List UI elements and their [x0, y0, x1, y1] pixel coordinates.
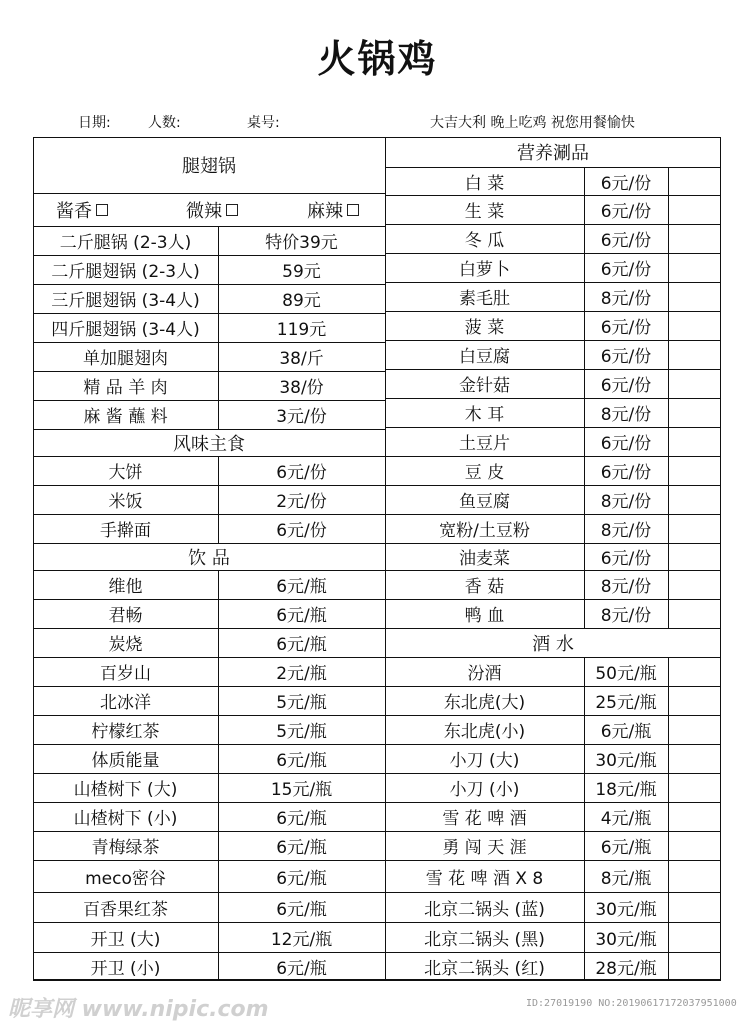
cell-divider [584, 860, 585, 892]
cell-divider [584, 514, 585, 543]
menu-item-name: 勇 闯 天 涯 [442, 838, 527, 858]
menu-item-name: 君畅 [108, 606, 143, 626]
cell-divider [218, 802, 219, 831]
menu-item-name: 二斤腿锅 (2-3人) [59, 233, 192, 253]
cell-divider [218, 255, 219, 284]
menu-item-price: 6元/份 [600, 376, 652, 396]
cell-divider [668, 253, 669, 282]
cell-divider [218, 922, 219, 952]
menu-item-name: 四斤腿翅锅 (3-4人) [51, 320, 200, 340]
menu-item-price: 30元/瓶 [595, 929, 657, 950]
menu-item-name: 雪 花 啤 酒 [442, 809, 527, 829]
menu-item-price: 6元/份 [600, 463, 652, 483]
menu-item-name: 鱼豆腐 [459, 492, 510, 512]
cell-divider [584, 599, 585, 628]
menu-item-name: 素毛肚 [459, 289, 510, 309]
cell-divider [584, 456, 585, 485]
cell-divider [584, 744, 585, 773]
cell-divider [218, 892, 219, 922]
cell-divider [218, 485, 219, 514]
cell-divider [668, 340, 669, 369]
cell-divider [668, 892, 669, 922]
cell-divider [584, 543, 585, 570]
menu-item-name: 汾酒 [467, 664, 502, 684]
menu-item-name: 小刀 (大) [449, 751, 520, 771]
cell-divider [584, 427, 585, 456]
cell-divider [584, 253, 585, 282]
menu-item-price: 6元/瓶 [276, 751, 327, 771]
menu-item-price: 6元/瓶 [276, 606, 327, 626]
menu-item-price: 8元/份 [600, 289, 652, 309]
menu-item-name: 大饼 [108, 463, 143, 483]
menu-item-name: 北京二锅头 (蓝) [424, 899, 545, 920]
menu-item-price: 6元/瓶 [276, 809, 327, 829]
menu-item-name: 开卫 (大) [90, 929, 161, 950]
cell-divider [218, 570, 219, 599]
cell-divider [668, 831, 669, 860]
menu-item-name: 三斤腿翅锅 (3-4人) [51, 291, 200, 311]
menu-item-price: 18元/瓶 [595, 780, 657, 800]
date-label: 日期: [78, 115, 111, 131]
menu-item-price: 50元/瓶 [595, 664, 657, 684]
menu-item-name: 豆 皮 [464, 463, 505, 483]
cell-divider [668, 543, 669, 570]
cell-divider [668, 195, 669, 224]
checkbox-icon [96, 204, 108, 216]
cell-divider [584, 282, 585, 311]
menu-item-name: 土豆片 [459, 434, 510, 454]
menu-item-price: 30元/瓶 [595, 899, 657, 920]
cell-divider [584, 686, 585, 715]
menu-item-name: 东北虎(小) [443, 722, 526, 742]
flavor-option [186, 193, 238, 226]
menu-item-name: 香 菇 [464, 577, 505, 597]
cell-divider [668, 398, 669, 427]
cell-divider [218, 514, 219, 543]
cell-divider [668, 570, 669, 599]
cell-divider [584, 922, 585, 952]
cell-divider [218, 284, 219, 313]
menu-item-name: 白 菜 [464, 173, 505, 194]
menu-item-name: 东北虎(大) [443, 693, 526, 713]
menu-item-price: 5元/瓶 [276, 722, 327, 742]
cell-divider [218, 456, 219, 485]
menu-item-price: 59元 [282, 262, 321, 282]
cell-divider [584, 311, 585, 340]
menu-item-price: 6元/瓶 [276, 868, 327, 889]
menu-item-name: 冬 瓜 [464, 231, 505, 251]
menu-item-name: 百香果红茶 [83, 899, 168, 920]
section-header-leg-wing-pot: 腿翅锅 [182, 156, 236, 177]
menu-item-price: 6元/份 [600, 202, 652, 222]
checkbox-icon [347, 204, 359, 216]
cell-divider [218, 371, 219, 400]
menu-item-price: 8元/份 [600, 405, 652, 425]
section-header-staples: 风味主食 [173, 433, 245, 455]
menu-item-name: 宽粉/土豆粉 [439, 521, 530, 541]
cell-divider [668, 715, 669, 744]
cell-divider [584, 892, 585, 922]
menu-item-price: 30元/瓶 [595, 751, 657, 771]
cell-divider [668, 860, 669, 892]
cell-divider [584, 802, 585, 831]
cell-divider [584, 831, 585, 860]
cell-divider [668, 224, 669, 253]
cell-divider [584, 773, 585, 802]
cell-divider [218, 773, 219, 802]
cell-divider [218, 342, 219, 371]
menu-item-name: 维他 [108, 577, 143, 597]
watermark: 昵享网 www.nipic.com [8, 997, 269, 1022]
menu-item-price: 6元/份 [276, 463, 327, 483]
info-bar [0, 112, 755, 132]
section-header-drinks: 饮 品 [188, 547, 230, 569]
menu-item-name: 小刀 (小) [449, 780, 520, 800]
menu-item-price: 6元/瓶 [276, 838, 327, 858]
cell-divider [584, 485, 585, 514]
menu-item-price: 6元/瓶 [276, 958, 327, 979]
menu-item-name: meco密谷 [85, 868, 166, 889]
cell-divider [668, 369, 669, 398]
cell-divider [584, 224, 585, 253]
section-header-alcohol: 酒 水 [532, 633, 574, 655]
menu-item-price: 8元/份 [600, 606, 652, 626]
cell-divider [668, 599, 669, 628]
menu-item-name: 油麦菜 [459, 549, 510, 569]
table-label: 桌号: [247, 115, 280, 131]
menu-item-name: 开卫 (小) [90, 958, 161, 979]
cell-divider [218, 744, 219, 773]
cell-divider [668, 311, 669, 340]
cell-divider [584, 570, 585, 599]
menu-item-name: 精 品 羊 肉 [83, 378, 168, 398]
cell-divider [584, 195, 585, 224]
cell-divider [584, 398, 585, 427]
menu-item-name: 白萝卜 [459, 260, 510, 280]
menu-item-price: 8元/份 [600, 577, 652, 597]
cell-divider [584, 657, 585, 686]
people-label: 人数: [148, 115, 181, 131]
menu-item-name: 百岁山 [100, 664, 151, 684]
cell-divider [218, 400, 219, 429]
menu-item-name: 雪 花 啤 酒 X 8 [425, 868, 544, 889]
cell-divider [668, 427, 669, 456]
menu-item-name: 体质能量 [91, 751, 160, 771]
flavor-label: 麻辣 [307, 200, 343, 222]
menu-item-price: 89元 [282, 291, 321, 311]
menu-item-price: 6元/份 [600, 260, 652, 280]
menu-title: 火锅鸡 [317, 37, 438, 81]
menu-item-name: 木 耳 [464, 405, 505, 425]
cell-divider [218, 715, 219, 744]
menu-item-name: 北京二锅头 (黑) [424, 929, 545, 950]
menu-item-price: 6元/份 [600, 434, 652, 454]
menu-item-price: 8元/瓶 [600, 868, 652, 889]
cell-divider [668, 686, 669, 715]
section-header-hotpot-items: 营养涮品 [517, 143, 589, 164]
menu-item-name: 单加腿翅肉 [83, 349, 168, 369]
cell-divider [668, 922, 669, 952]
menu-item-name: 北京二锅头 (红) [424, 958, 545, 979]
menu-item-name: 白豆腐 [459, 347, 510, 367]
cell-divider [218, 657, 219, 686]
cell-divider [218, 831, 219, 860]
menu-item-name: 麻 酱 蘸 料 [83, 407, 168, 427]
cell-divider [584, 952, 585, 980]
menu-item-price: 4元/瓶 [600, 809, 652, 829]
menu-item-price: 119元 [276, 320, 327, 340]
menu-item-name: 青梅绿茶 [91, 838, 160, 858]
menu-item-name: 北冰洋 [100, 693, 151, 713]
cell-divider [668, 744, 669, 773]
menu-item-price: 3元/份 [276, 407, 327, 427]
menu-item-name: 鸭 血 [464, 606, 505, 626]
cell-divider [668, 802, 669, 831]
cell-divider [218, 628, 219, 657]
menu-item-name: 山楂树下 (大) [73, 780, 178, 800]
menu-item-name: 山楂树下 (小) [73, 809, 178, 829]
menu-item-price: 2元/份 [276, 492, 327, 512]
menu-item-price: 特价39元 [265, 233, 338, 253]
menu-item-price: 6元/瓶 [600, 838, 652, 858]
cell-divider [584, 715, 585, 744]
menu-item-name: 米饭 [108, 492, 143, 512]
cell-divider [584, 340, 585, 369]
menu-item-price: 25元/瓶 [595, 693, 657, 713]
checkbox-icon [226, 204, 238, 216]
menu-item-name: 菠 菜 [464, 318, 505, 338]
menu-item-price: 6元/份 [600, 549, 652, 569]
cell-divider [668, 657, 669, 686]
menu-item-price: 6元/份 [600, 173, 652, 194]
menu-item-price: 28元/瓶 [595, 958, 657, 979]
menu-item-price: 15元/瓶 [270, 780, 333, 800]
menu-item-price: 6元/瓶 [276, 635, 327, 655]
menu-item-price: 5元/瓶 [276, 693, 327, 713]
menu-item-price: 6元/瓶 [276, 899, 327, 920]
cell-divider [668, 514, 669, 543]
menu-item-name: 生 菜 [464, 202, 505, 222]
greeting-text: 大吉大利 晚上吃鸡 祝您用餐愉快 [430, 115, 635, 131]
cell-divider [668, 773, 669, 802]
menu-item-price: 6元/份 [600, 347, 652, 367]
menu-item-price: 38/斤 [279, 349, 324, 369]
cell-divider [668, 952, 669, 980]
cell-divider [668, 485, 669, 514]
cell-divider [668, 456, 669, 485]
cell-divider [218, 860, 219, 892]
menu-item-price: 6元/份 [600, 318, 652, 338]
menu-item-price: 12元/瓶 [270, 929, 333, 950]
menu-item-price: 38/份 [279, 378, 324, 398]
flavor-label: 微辣 [186, 200, 222, 222]
cell-divider [218, 226, 219, 255]
menu-item-name: 金针菇 [459, 376, 510, 396]
menu-item-name: 手擀面 [100, 521, 151, 541]
image-stamp: ID:27019190 NO:20190617172037951000 [526, 998, 737, 1009]
menu-item-price: 6元/份 [276, 521, 327, 541]
menu-item-price: 8元/份 [600, 521, 652, 541]
cell-divider [584, 167, 585, 195]
flavor-label: 酱香 [56, 200, 92, 222]
cell-divider [218, 686, 219, 715]
menu-item-price: 2元/瓶 [276, 664, 327, 684]
cell-divider [668, 167, 669, 195]
flavor-option [307, 193, 359, 226]
cell-divider [668, 282, 669, 311]
cell-divider [218, 313, 219, 342]
row-divider [33, 980, 385, 981]
menu-item-name: 炭烧 [108, 635, 143, 655]
flavor-option [56, 193, 108, 226]
menu-item-price: 6元/瓶 [600, 722, 652, 742]
menu-item-price: 6元/份 [600, 231, 652, 251]
menu-item-price: 6元/瓶 [276, 577, 327, 597]
cell-divider [218, 952, 219, 980]
cell-divider [218, 599, 219, 628]
row-divider [385, 980, 721, 981]
menu-item-name: 二斤腿翅锅 (2-3人) [51, 262, 200, 282]
menu-item-name: 柠檬红茶 [91, 722, 160, 742]
cell-divider [584, 369, 585, 398]
menu-item-price: 8元/份 [600, 492, 652, 512]
